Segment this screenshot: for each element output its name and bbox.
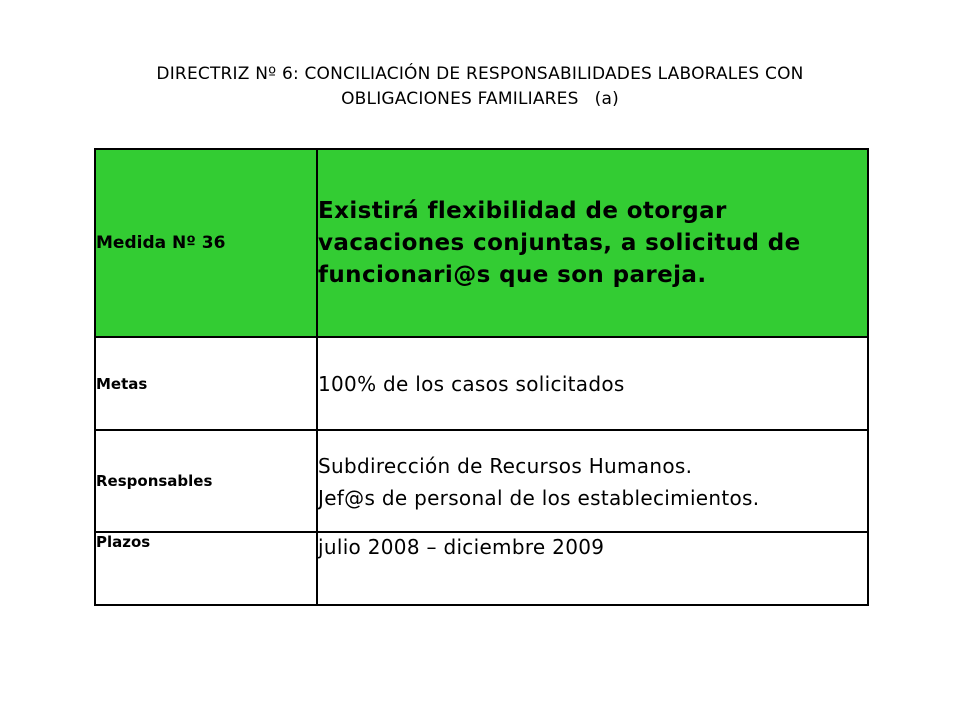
plazos-value: julio 2008 – diciembre 2009 bbox=[317, 532, 868, 605]
medida-table bbox=[94, 148, 869, 606]
medida-label: Medida Nº 36 bbox=[95, 149, 317, 337]
table-row-responsables bbox=[95, 430, 868, 532]
metas-label: Metas bbox=[95, 337, 317, 430]
title-line-2 bbox=[40, 87, 920, 112]
table-row-plazos bbox=[95, 532, 868, 605]
responsables-value-line-1: Subdirección de Recursos Humanos. bbox=[318, 453, 693, 478]
responsables-value-line-2: Jef@s de personal de los establecimientos. bbox=[318, 485, 760, 510]
plazos-label: Plazos bbox=[95, 532, 317, 605]
table-row-header bbox=[95, 149, 868, 337]
page-title bbox=[40, 62, 920, 112]
responsables-value bbox=[317, 430, 868, 532]
table-row-metas bbox=[95, 337, 868, 430]
metas-value: 100% de los casos solicitados bbox=[317, 337, 868, 430]
medida-description: Existirá flexibilidad de otorgar vacaciones conjuntas, a solicitud de funcionari@s que son pareja. bbox=[317, 149, 868, 337]
title-line-1: DIRECTRIZ Nº 6: CONCILIACIÓN DE RESPONSABILIDADES LABORALES CON bbox=[156, 64, 804, 84]
title-line-2-text: OBLIGACIONES FAMILIARES bbox=[341, 89, 579, 109]
responsables-label: Responsables bbox=[95, 430, 317, 532]
title-suffix: (a) bbox=[594, 89, 619, 109]
